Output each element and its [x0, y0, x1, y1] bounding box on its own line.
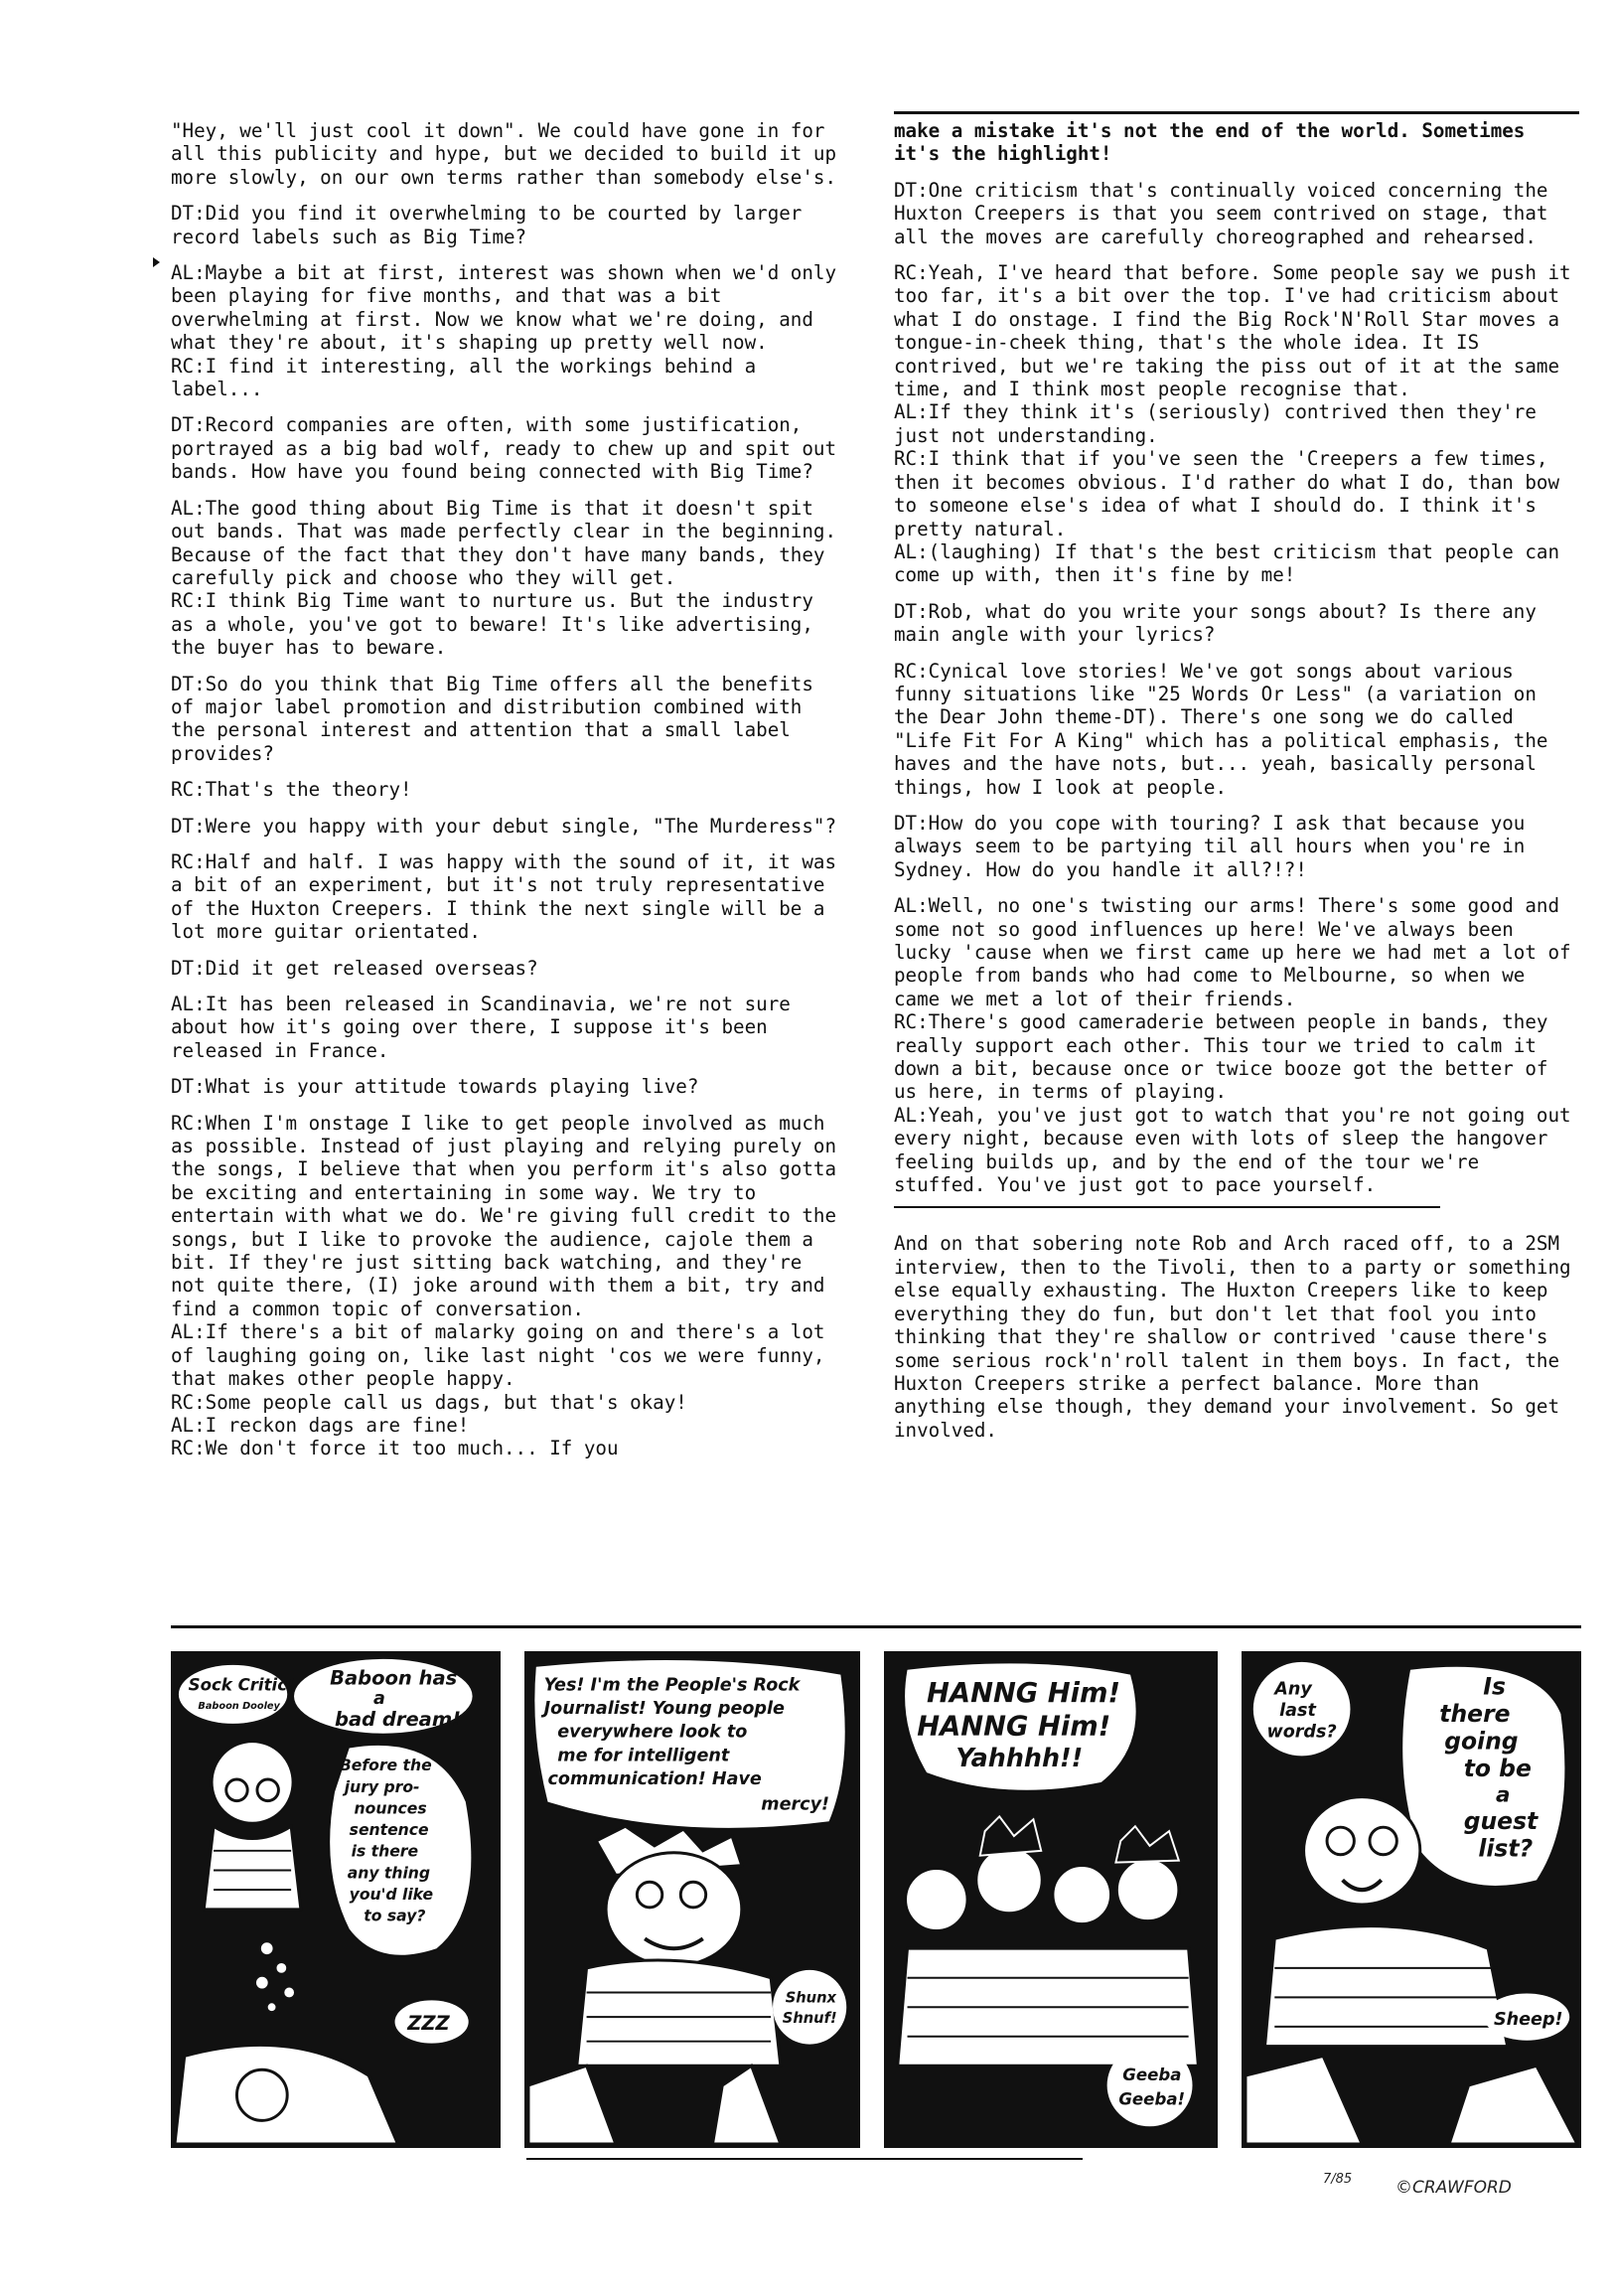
comic-date-mark: 7/85: [1323, 2172, 1353, 2187]
paragraph: DT:Did it get released overseas?: [171, 956, 538, 980]
comic-panel-2: [524, 1651, 860, 2148]
comic-panel-1: [171, 1651, 501, 2148]
comic-bottom-rule: [526, 2158, 1083, 2160]
panel3-bubble-a-line: HANNG Him!: [927, 1678, 1120, 1710]
right-article-column: [894, 119, 1579, 1454]
panel1-title: Sock Critic!: [188, 1675, 295, 1695]
panel1-bubble-b-line: jury pro-: [344, 1776, 420, 1796]
paragraph: "Hey, we'll just cool it down". We could have gone in for all this publicity and hype, but we decided to build it up more slowly, on our own terms rather than somebody else's.: [171, 119, 837, 189]
panel2-bubble-a-line: mercy!: [761, 1794, 830, 1815]
panel1-bubble-b-line: to say?: [364, 1906, 426, 1925]
panel1-bubble-b-line: Before the: [339, 1756, 432, 1775]
top-right-rule: [894, 111, 1579, 114]
panel4-bubble-b-line: list?: [1478, 1834, 1534, 1863]
paragraph: RC:I find it interesting, all the workings behind a label...: [171, 354, 757, 401]
paragraph: DT:Rob, what do you write your songs about? Is there any main angle with your lyrics?: [894, 599, 1537, 647]
panel4-bubble-a-line: last: [1279, 1700, 1316, 1722]
panel1-bubble-a-line: Baboon has: [330, 1666, 458, 1690]
comic-strip: [171, 1651, 1581, 2168]
left-article-column: [171, 119, 842, 1460]
panel1-bubble-a-line: bad dream!: [335, 1707, 462, 1731]
comic-panel-1-art: [175, 1655, 497, 2144]
paragraph: DT:One criticism that's continually voiced concerning the Huxton Creepers is that you seem contrived on stage, that all the moves are carefully choreographed and rehearsed.: [894, 178, 1548, 248]
panel2-bubble-a-line: me for intelligent: [557, 1746, 730, 1766]
paragraph: AL:(laughing) If that's the best criticism that people can come up with, then it's fine by me!: [894, 539, 1560, 587]
paragraph: AL:It has been released in Scandinavia, we're not sure about how it's going over there, I suppose it's been released in France.: [171, 993, 791, 1062]
paragraph: AL:If there's a bit of malarky going on and there's a lot of laughing going on, like last night 'cos we were funny, that makes other people happy.: [171, 1320, 825, 1391]
panel1-snore: ZZZ: [407, 2011, 450, 2035]
panel4-bubble-b-line: there: [1439, 1699, 1511, 1728]
panel4-bubble-b-line: going: [1444, 1727, 1519, 1756]
panel2-bubble-b-line: Shnuf!: [782, 2009, 837, 2027]
closing-paragraph: And on that sobering note Rob and Arch raced off, to a 2SM interview, then to the Tivoli, then to a party or something else equally exhausting. The Huxton Creepers like to keep everything they do fun, but don't let that fool you into thinking that they're shallow or contrived 'cause there's some serious rock'n'roll talent in them boys. In fact, the Huxton Creepers strike a perfect balance. More than anything else though, they demand your involvement. So get involved.: [894, 1232, 1571, 1442]
paragraph: RC:We don't force it too much... If you: [171, 1437, 619, 1460]
panel1-bubble-a-line: a: [373, 1689, 385, 1710]
comic-panel-2-art: [528, 1655, 856, 2144]
panel4-bubble-b-line: Is: [1483, 1672, 1506, 1701]
panel4-bubble-b-line: a: [1495, 1782, 1511, 1808]
paragraph: RC:Some people call us dags, but that's okay!: [171, 1390, 687, 1414]
paragraph: AL:I reckon dags are fine!: [171, 1413, 470, 1437]
panel2-bubble-a-line: communication! Have: [547, 1768, 762, 1789]
panel1-bubble-b-line: you'd like: [349, 1884, 434, 1905]
paragraph: RC:I think Big Time want to nurture us. But the industry as a whole, you've got to beware! It's like advertising, the buyer has to beware.: [171, 589, 813, 660]
paragraph: RC:Cynical love stories! We've got songs about various funny situations like "25 Words Or Less" (a variation on the Dear John theme-DT). There's one song we do called "Life Fit For A King" which has a political emphasis, the haves and the have nots, but... yeah, basically personal things, how I look at people.: [894, 659, 1548, 799]
panel4-bubble-c: Sheep!: [1494, 2009, 1563, 2030]
paragraph: RC:There's good cameraderie between people in bands, they really support each other. This tour we tried to calm it down a bit, because once or twice booze got the better of us here, in terms of playing.: [894, 1010, 1548, 1104]
paragraph: AL:If they think it's (seriously) contrived then they're just not understanding.: [894, 400, 1537, 447]
panel1-subtitle: Baboon Dooley: [198, 1701, 280, 1713]
paragraph: DT:How do you cope with touring? I ask that because you always seem to be partying til all hours when you're in Sydney. How do you handle it all?!?!: [894, 811, 1526, 881]
artist-signature: ©CRAWFORD: [1395, 2178, 1512, 2198]
panel3-bubble-a-line: Yahhhh!!: [955, 1744, 1084, 1774]
paragraph: DT:Record companies are often, with some justification, portrayed as a big bad wolf, ready to chew up and spit out bands. How have you found being connected with Big Time?: [171, 413, 837, 484]
panel4-bubble-a-line: Any: [1274, 1679, 1312, 1700]
paragraph: DT:Did you find it overwhelming to be courted by larger record labels such as Big Time?: [171, 202, 803, 248]
comic-panel-3-art: [888, 1655, 1214, 2144]
panel3-bubble-b-line: Geeba!: [1118, 2089, 1186, 2109]
panel4-bubble-a-line: words?: [1266, 1722, 1337, 1743]
paragraph: RC:I think that if you've seen the 'Creepers a few times, then it becomes obvious. I'd rather do what I do, than bow to someone else's idea of what I should do. I think it's pretty natural.: [894, 447, 1560, 540]
paragraph: DT:Were you happy with your debut single, "The Murderess"?: [171, 814, 837, 838]
paragraph: AL:Yeah, you've just got to watch that you're not going out every night, because even with lots of sleep the hangover feeling builds up, and by the end of the tour we're stuffed. You've just got to pace yourself.: [894, 1103, 1571, 1197]
panel1-bubble-b-line: nounces: [354, 1798, 427, 1818]
paragraph: AL:The good thing about Big Time is that it doesn't spit out bands. That was made perfectly clear in the beginning. Because of the fact that they don't have many bands, they carefully pick and choose who they will get.: [171, 496, 837, 589]
panel3-bubble-b-line: Geeba: [1122, 2065, 1182, 2085]
comic-panel-4-art: [1246, 1655, 1577, 2144]
section-divider: [894, 1196, 1579, 1218]
panel1-bubble-b-line: any thing: [347, 1863, 431, 1883]
panel2-bubble-a-line: everywhere look to: [557, 1722, 748, 1743]
paragraph: AL:Maybe a bit at first, interest was shown when we'd only been playing for five months, and that was a bit overwhelming at first. Now we know what we're doing, and what they're about, it's shaping up pretty well now.: [171, 261, 837, 355]
paragraph: RC:Yeah, I've heard that before. Some people say we push it too far, it's a bit over the top. I've had criticism about what I do onstage. I find the Big Rock'N'Roll Star moves a tongue-in-cheek thing, that's the whole idea. It IS contrived, but we're taking the piss out of it at the same time, and I think most people recognise that.: [894, 261, 1571, 401]
panel2-bubble-a-line: Journalist! Young people: [543, 1698, 785, 1720]
panel1-bubble-b-line: sentence: [349, 1819, 429, 1840]
paragraph: DT:What is your attitude towards playing live?: [171, 1075, 699, 1099]
paragraph: DT:So do you think that Big Time offers all the benefits of major label promotion and distribution combined with the personal interest and attention that a small label provides?: [171, 672, 813, 765]
panel2-bubble-b-line: Shunx: [785, 1989, 836, 2007]
comic-panel-4: [1242, 1651, 1581, 2148]
panel4-bubble-b-line: to be: [1463, 1754, 1532, 1783]
paragraph: RC:Half and half. I was happy with the sound of it, it was a bit of an experiment, but it's not truly representative of the Huxton Creepers. I think the next single will be a lot more guitar orientated.: [171, 849, 837, 944]
panel3-bubble-a-line: HANNG Him!: [917, 1711, 1111, 1743]
paragraph: AL:Well, no one's twisting our arms! There's some good and some not so good influences up here! We've always been lucky 'cause when we first came up here we had met a lot of people from bands who had come to Melbourne, so when we came we met a lot of their friends.: [894, 894, 1571, 1010]
paragraph: RC:That's the theory!: [171, 778, 412, 802]
paragraph: RC:When I'm onstage I like to get people involved as much as possible. Instead of just playing and relying purely on the songs, I believe that when you perform it's also gotta be exciting and entertaining in some way. We try to entertain with what we do. We're giving full credit to the songs, but I like to provoke the audience, cajole them a bit. If they're just sitting back watching, and they're not quite there, (I) joke around with them a bit, try and find a common topic of conversation.: [171, 1111, 837, 1320]
margin-marker: [153, 257, 160, 267]
comic-top-rule: [171, 1625, 1581, 1628]
panel2-bubble-a-line: Yes! I'm the People's Rock: [543, 1675, 801, 1696]
panel4-bubble-b-line: guest: [1463, 1807, 1539, 1836]
comic-panel-3: [884, 1651, 1218, 2148]
panel1-bubble-b-line: is there: [351, 1841, 419, 1861]
paragraph: make a mistake it's not the end of the world. Sometimes it's the highlight!: [894, 119, 1526, 166]
